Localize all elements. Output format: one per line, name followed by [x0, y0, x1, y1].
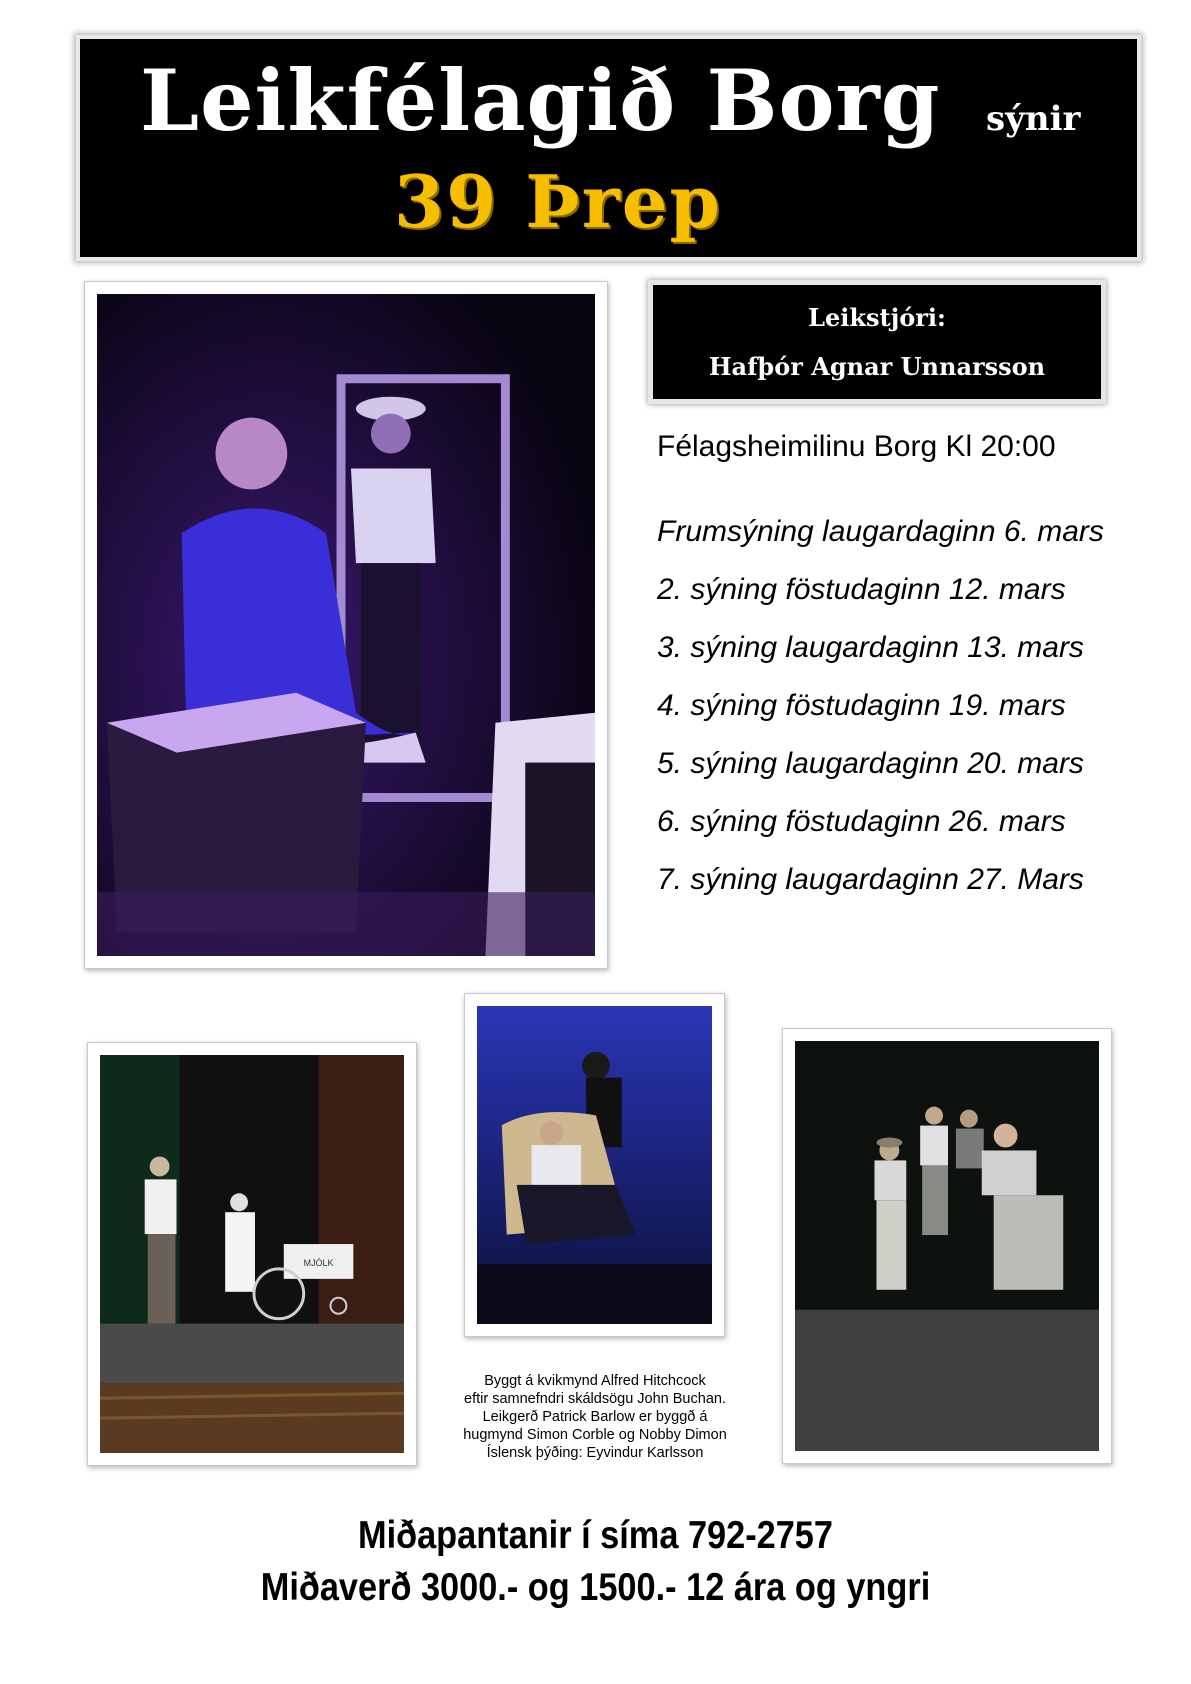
performance-item: 4. sýning föstudaginn 19. mars — [657, 689, 1066, 722]
presents-label: sýnir — [986, 99, 1081, 139]
stage-scene-group-image — [795, 1041, 1099, 1451]
director-label: Leikstjóri: — [808, 303, 946, 332]
director-box — [648, 280, 1106, 404]
performance-item: 3. sýning laugardaginn 13. mars — [657, 631, 1084, 664]
credits-line: Íslensk þýðing: Eyvindur Karlsson — [486, 1445, 704, 1461]
stage-photo-milk-cart — [87, 1042, 417, 1466]
stage-scene-armchair-image — [477, 1006, 712, 1324]
credits-line: Byggt á kvikmynd Alfred Hitchcock — [484, 1373, 706, 1389]
performance-item: Frumsýning laugardaginn 6. mars — [657, 515, 1104, 548]
milk-sign: MJÓLK — [303, 1257, 334, 1268]
credits-note — [444, 1372, 746, 1462]
performance-item: 6. sýning föstudaginn 26. mars — [657, 805, 1066, 838]
stage-photo-group — [782, 1028, 1112, 1464]
venue-time: Félagsheimilinu Borg Kl 20:00 — [657, 430, 1056, 463]
ticket-phone-line: Miðapantanir í síma 792-2757 — [358, 1514, 833, 1557]
credits-line: Leikgerð Patrick Barlow er byggð á — [482, 1409, 708, 1425]
company-name: Leikfélagið Borg — [140, 51, 941, 150]
credits-line: eftir samnefndri skáldsögu John Buchan. — [464, 1391, 726, 1407]
main-stage-photo — [84, 281, 608, 969]
stage-photo-armchair — [464, 993, 725, 1337]
title-banner — [76, 35, 1141, 261]
stage-scene-milk-cart-image — [100, 1055, 404, 1453]
credits-line: hugmynd Simon Corble og Nobby Dimon — [463, 1427, 727, 1443]
performance-item: 5. sýning laugardaginn 20. mars — [657, 747, 1084, 780]
director-name: Hafþór Agnar Unnarsson — [708, 352, 1046, 381]
stage-scene-purple-image — [97, 294, 595, 956]
ticket-price-line: Miðaverð 3000.- og 1500.- 12 ára og yngri — [260, 1566, 931, 1609]
performance-item: 7. sýning laugardaginn 27. Mars — [657, 863, 1084, 896]
show-title: 39 Þrep — [394, 159, 722, 244]
performance-list — [657, 512, 1104, 918]
performance-item: 2. sýning föstudaginn 12. mars — [657, 573, 1066, 606]
